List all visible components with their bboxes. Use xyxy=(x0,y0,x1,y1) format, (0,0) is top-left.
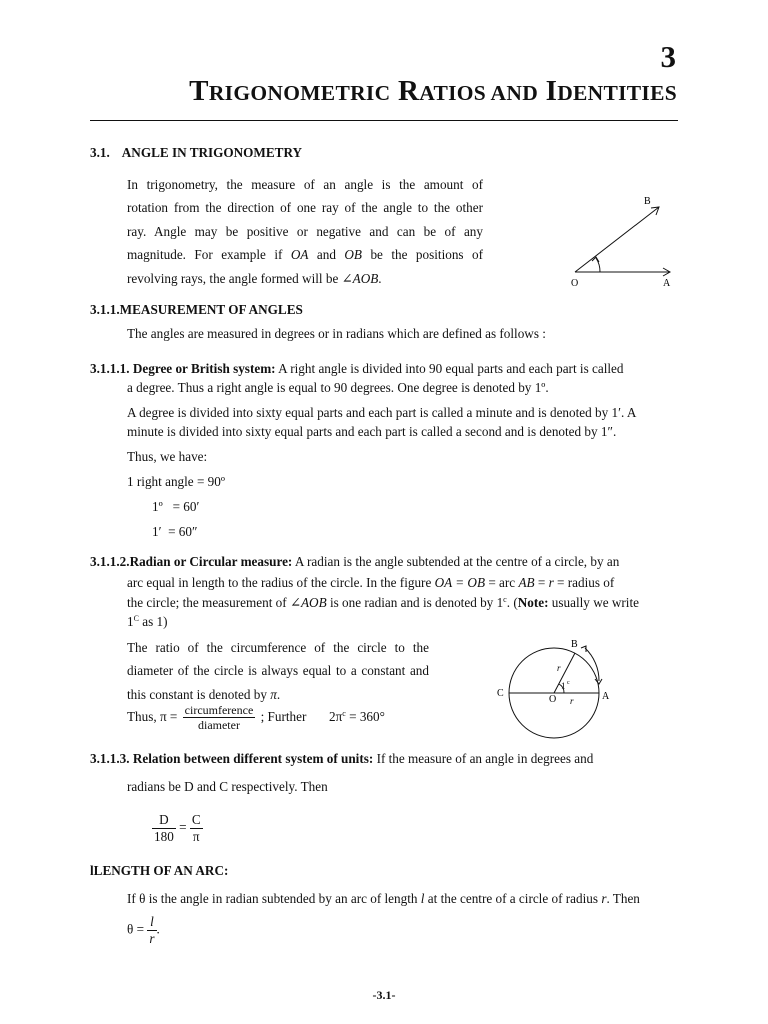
section-3-1-1-3: 3.1.1.3. Relation between different system of units: If the measure of an angle in degrees and radians be D and C respectively. Then xyxy=(90,751,594,794)
svg-text:r: r xyxy=(557,663,561,673)
section-3-1-1-1-minutes: A degree is divided into sixty equal parts and each part is called a minute and is denoted by 1′. A minute is divided into sixty equal parts and each part is called a second and is denoted by 1″. xyxy=(127,405,637,439)
chapter-number: 3 xyxy=(660,39,676,74)
section-3-1-1-text: The angles are measured in degrees or in radians which are defined as follows : xyxy=(127,326,546,341)
eq-degree: 1º = 60′ xyxy=(152,499,200,514)
pi-definition-text: The ratio of the circumference of the circle to the diameter of the circle is always equal to a constant and this constant is denoted by π. xyxy=(127,640,429,702)
svg-text:1: 1 xyxy=(561,681,566,691)
section-3-1-heading: 3.1. ANGLE IN TRIGONOMETRY xyxy=(90,145,303,160)
pi-formula: Thus, π = $\frac{\text{circumference}}{\text{diameter}}$ ; Further $2\pi^c = 360^\circ$ xyxy=(127,703,385,733)
section-3-1-text: In trigonometry, the measure of an angle is the amount of rotation from the direction of one ray of the angle to the other ray. Angle may be positive or negative and can be of any magnitude. For example if OA and OB be the positions of revolving rays, the angle formed will be ∠AOB. xyxy=(127,177,483,286)
section-3-1-1-2: 3.1.1.2.Radian or Circular measure: A radian is the angle subtended at the centre of a circle, by an arc equal in length to the radius of the circle. In the figure OA = OB = arc AB = r = radius of the circle; the measurement of ∠AOB is one radian and is denoted by 1$^c$. (Note: usually we write $1^C$ as 1) xyxy=(90,554,639,629)
eq-minute: 1′ = 60″ xyxy=(152,524,198,539)
chapter-title: TRIGONOMETRIC RATIOS AND IDENTITIES xyxy=(189,75,677,107)
svg-text:c: c xyxy=(567,680,570,686)
label-b: B xyxy=(644,196,651,207)
section-3-1-2-text: If θ is the angle in radian subtended by an arc of length l at the centre of a circle of radius r. Then xyxy=(127,891,640,906)
section-3-1-1-1: 3.1.1.1. Degree or British system: A right angle is divided into 90 equal parts and each part is called a degree. Thus a right angle is equal to 90 degrees. One degree is denoted by 1º. xyxy=(90,361,624,395)
svg-text:O: O xyxy=(549,694,557,705)
fraction-d-180: $\frac{D}{180}$ xyxy=(154,812,174,844)
angle-aob-figure xyxy=(560,190,690,290)
pi-fraction: $\frac{\text{circumference}}{\text{diameter}}$ xyxy=(184,703,254,733)
section-3-1-2-heading: lLENGTH OF AN ARC: xyxy=(90,863,229,878)
svg-text:A: A xyxy=(602,691,610,702)
page-number: -3.1- xyxy=(372,988,396,1002)
svg-text:r: r xyxy=(570,696,574,706)
radian-circle-figure xyxy=(492,632,620,750)
eq-right-angle: 1 right angle = 90º xyxy=(127,474,225,489)
arc-length-formula: θ = $\frac{l}{r}$ . xyxy=(127,914,160,946)
label-o: O xyxy=(571,278,579,289)
fraction-c-pi: $\frac{C}{\pi}$ xyxy=(191,812,201,844)
fraction-l-r: $\frac{l}{r}$ xyxy=(149,914,155,946)
degree-radian-relation: $\frac{D}{180}$ = $\frac{C}{\pi}$ xyxy=(154,812,201,844)
header-rule xyxy=(90,120,678,121)
section-3-1-1-heading: 3.1.1.MEASUREMENT OF ANGLES xyxy=(90,302,303,317)
thus-we-have: Thus, we have: xyxy=(127,449,208,464)
label-a: A xyxy=(663,278,671,289)
svg-text:B: B xyxy=(571,639,578,650)
svg-text:C: C xyxy=(497,688,504,699)
